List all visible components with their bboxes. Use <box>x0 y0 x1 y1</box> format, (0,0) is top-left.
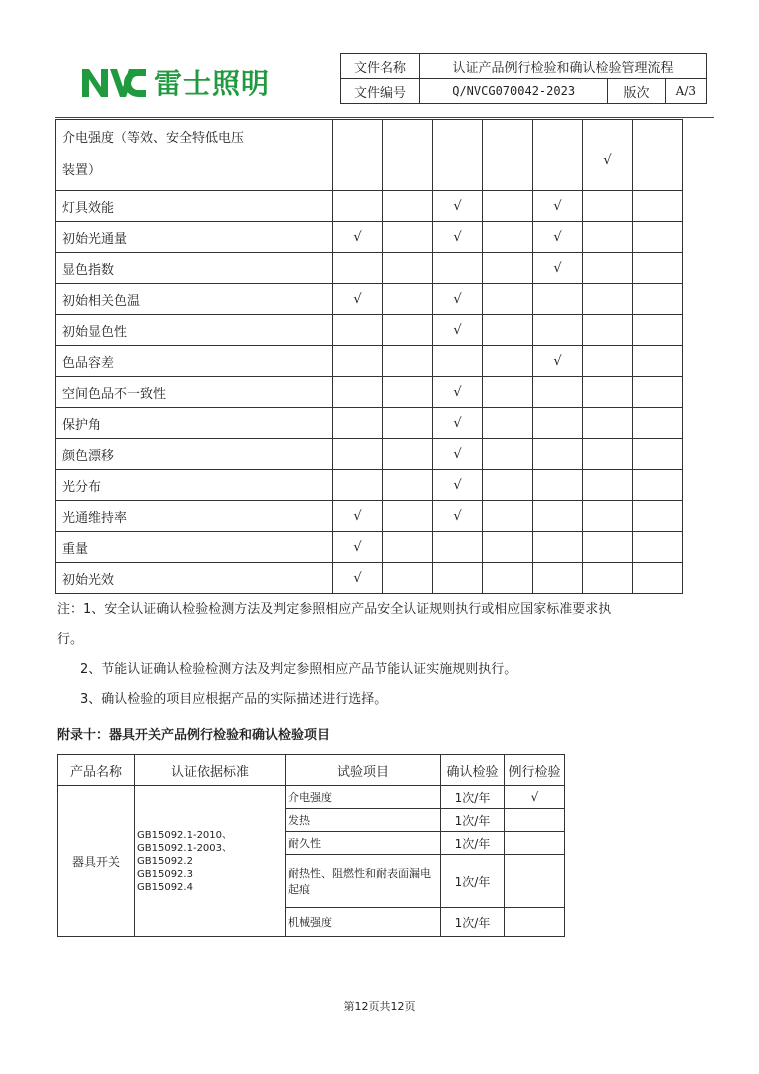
standard-item: GB15092.1-2010、 <box>137 829 233 841</box>
check-cell <box>483 439 533 470</box>
check-cell <box>383 501 433 532</box>
routine-check: √ <box>505 786 565 809</box>
check-cell <box>633 501 683 532</box>
check-cell: √ <box>533 346 583 377</box>
check-cell <box>533 377 583 408</box>
check-cell: √ <box>333 222 383 253</box>
matrix-row <box>56 408 683 439</box>
column-header: 确认检验 <box>441 755 505 786</box>
confirm-frequency: 1次/年 <box>441 786 505 809</box>
standard-item: GB15092.2 <box>137 855 193 867</box>
matrix-row <box>56 253 683 284</box>
check-cell: √ <box>333 563 383 594</box>
check-cell <box>583 377 633 408</box>
check-cell <box>333 191 383 222</box>
confirm-frequency: 1次/年 <box>441 832 505 855</box>
test-item-label-line2: 装置） <box>62 163 102 178</box>
check-cell <box>633 377 683 408</box>
check-cell <box>333 377 383 408</box>
check-cell <box>383 439 433 470</box>
check-cell <box>433 532 483 563</box>
check-cell: √ <box>433 501 483 532</box>
check-cell <box>633 470 683 501</box>
check-cell <box>383 191 433 222</box>
matrix-row <box>56 315 683 346</box>
check-cell <box>333 315 383 346</box>
check-cell <box>383 222 433 253</box>
test-matrix-table <box>55 119 683 594</box>
column-header: 例行检验 <box>505 755 565 786</box>
test-item-label: 色品容差 <box>56 346 333 377</box>
test-item-label: 空间色品不一致性 <box>56 377 333 408</box>
check-cell <box>533 470 583 501</box>
routine-check <box>505 809 565 832</box>
check-cell <box>633 120 683 191</box>
check-cell <box>433 120 483 191</box>
note-2: 2、节能认证确认检验检测方法及判定参照相应产品节能认证实施规则执行。 <box>80 662 518 677</box>
check-cell <box>633 284 683 315</box>
check-cell <box>483 191 533 222</box>
check-cell <box>633 563 683 594</box>
test-item-label <box>56 120 333 191</box>
check-cell <box>583 563 633 594</box>
confirm-frequency: 1次/年 <box>441 855 505 908</box>
check-cell <box>633 315 683 346</box>
check-cell <box>383 315 433 346</box>
check-cell <box>383 120 433 191</box>
routine-check <box>505 855 565 908</box>
check-cell <box>583 191 633 222</box>
check-cell: √ <box>333 284 383 315</box>
check-cell <box>383 408 433 439</box>
check-cell <box>483 284 533 315</box>
check-cell <box>583 532 633 563</box>
check-cell <box>333 253 383 284</box>
test-item-label-line1: 介电强度（等效、安全特低电压 <box>62 131 245 146</box>
column-header: 试验项目 <box>286 755 441 786</box>
check-cell <box>333 346 383 377</box>
check-cell <box>633 439 683 470</box>
document-info-table <box>340 53 707 104</box>
column-header: 认证依据标准 <box>135 755 286 786</box>
test-item-label: 灯具效能 <box>56 191 333 222</box>
standard-item: GB15092.1-2003、 <box>137 842 233 854</box>
check-cell <box>483 222 533 253</box>
check-cell <box>383 284 433 315</box>
nvc-logo-icon <box>80 65 148 99</box>
check-cell <box>483 253 533 284</box>
check-cell: √ <box>433 191 483 222</box>
check-cell <box>533 439 583 470</box>
appendix-title: 附录十：器具开关产品例行检验和确认检验项目 <box>57 728 331 743</box>
check-cell <box>533 120 583 191</box>
check-cell <box>583 315 633 346</box>
version-value: A/3 <box>665 79 706 104</box>
table-row <box>58 786 565 809</box>
check-cell <box>633 408 683 439</box>
check-cell <box>333 439 383 470</box>
check-cell <box>633 532 683 563</box>
check-cell <box>483 563 533 594</box>
appendix-table <box>57 754 565 937</box>
check-cell <box>533 284 583 315</box>
check-cell <box>583 439 633 470</box>
check-cell: √ <box>433 439 483 470</box>
check-cell <box>533 408 583 439</box>
standard-item: GB15092.4 <box>137 881 193 893</box>
check-cell <box>483 532 533 563</box>
test-item-label: 初始光通量 <box>56 222 333 253</box>
check-cell <box>633 191 683 222</box>
check-cell <box>533 501 583 532</box>
test-item-label: 初始相关色温 <box>56 284 333 315</box>
column-header: 产品名称 <box>58 755 135 786</box>
check-cell <box>533 532 583 563</box>
test-item-label: 颜色漂移 <box>56 439 333 470</box>
product-name: 器具开关 <box>58 786 135 937</box>
test-item-label: 光分布 <box>56 470 333 501</box>
check-cell <box>583 346 633 377</box>
check-cell <box>433 253 483 284</box>
test-item-label: 显色指数 <box>56 253 333 284</box>
matrix-row <box>56 501 683 532</box>
check-cell <box>583 470 633 501</box>
check-cell <box>383 377 433 408</box>
check-cell <box>483 408 533 439</box>
check-cell <box>433 563 483 594</box>
test-item: 耐久性 <box>286 832 441 855</box>
check-cell: √ <box>333 532 383 563</box>
check-cell <box>483 346 533 377</box>
check-cell <box>383 470 433 501</box>
test-item-label: 初始光效 <box>56 563 333 594</box>
test-item: 发热 <box>286 809 441 832</box>
test-item-label: 初始显色性 <box>56 315 333 346</box>
check-cell <box>533 563 583 594</box>
brand-name: 雷士照明 <box>154 67 271 100</box>
check-cell: √ <box>433 377 483 408</box>
check-cell <box>483 315 533 346</box>
check-cell <box>383 563 433 594</box>
matrix-row <box>56 191 683 222</box>
check-cell: √ <box>433 408 483 439</box>
check-cell: √ <box>333 501 383 532</box>
matrix-row <box>56 222 683 253</box>
confirm-frequency: 1次/年 <box>441 908 505 937</box>
check-cell <box>483 470 533 501</box>
check-cell <box>383 532 433 563</box>
matrix-row <box>56 377 683 408</box>
check-cell <box>433 346 483 377</box>
matrix-row <box>56 284 683 315</box>
version-label: 版次 <box>608 79 665 104</box>
test-item: 耐热性、阻燃性和耐表面漏电起痕 <box>286 855 441 908</box>
check-cell: √ <box>433 284 483 315</box>
check-cell: √ <box>533 191 583 222</box>
test-item: 机械强度 <box>286 908 441 937</box>
check-cell: √ <box>433 470 483 501</box>
matrix-row <box>56 532 683 563</box>
check-cell: √ <box>433 222 483 253</box>
routine-check <box>505 908 565 937</box>
check-cell <box>333 120 383 191</box>
check-cell <box>583 284 633 315</box>
doc-no-value: Q/NVCG070042-2023 <box>420 79 608 104</box>
check-cell <box>383 346 433 377</box>
check-cell <box>383 253 433 284</box>
doc-name-label: 文件名称 <box>341 54 420 79</box>
doc-name-value: 认证产品例行检验和确认检验管理流程 <box>420 54 707 79</box>
check-cell <box>583 408 633 439</box>
standard-item: GB15092.3 <box>137 868 193 880</box>
check-cell: √ <box>533 222 583 253</box>
check-cell <box>483 120 533 191</box>
matrix-row <box>56 563 683 594</box>
check-cell <box>583 253 633 284</box>
appendix-header-row <box>58 755 565 786</box>
check-cell <box>633 222 683 253</box>
routine-check <box>505 832 565 855</box>
test-item-label: 保护角 <box>56 408 333 439</box>
test-item-label: 光通维持率 <box>56 501 333 532</box>
matrix-row <box>56 120 683 191</box>
confirm-frequency: 1次/年 <box>441 809 505 832</box>
note-1-cont: 行。 <box>57 632 84 647</box>
check-cell: √ <box>533 253 583 284</box>
check-cell <box>633 253 683 284</box>
check-cell <box>333 408 383 439</box>
matrix-row <box>56 470 683 501</box>
standards-cell <box>135 786 286 937</box>
check-cell <box>483 501 533 532</box>
check-cell <box>633 346 683 377</box>
header-divider <box>55 117 714 118</box>
doc-no-label: 文件编号 <box>341 79 420 104</box>
check-cell <box>483 377 533 408</box>
check-cell <box>583 222 633 253</box>
check-cell: √ <box>433 315 483 346</box>
check-cell <box>583 501 633 532</box>
check-cell <box>333 470 383 501</box>
check-cell <box>533 315 583 346</box>
test-item-label: 重量 <box>56 532 333 563</box>
check-cell: √ <box>583 120 633 191</box>
company-logo <box>80 62 270 102</box>
test-item: 介电强度 <box>286 786 441 809</box>
note-1: 注：1、安全认证确认检验检测方法及判定参照相应产品安全认证规则执行或相应国家标准要求执 <box>57 602 612 617</box>
matrix-row <box>56 439 683 470</box>
matrix-row <box>56 346 683 377</box>
page-footer: 第12页共12页 <box>343 1000 416 1013</box>
note-3: 3、确认检验的项目应根据产品的实际描述进行选择。 <box>80 692 388 707</box>
